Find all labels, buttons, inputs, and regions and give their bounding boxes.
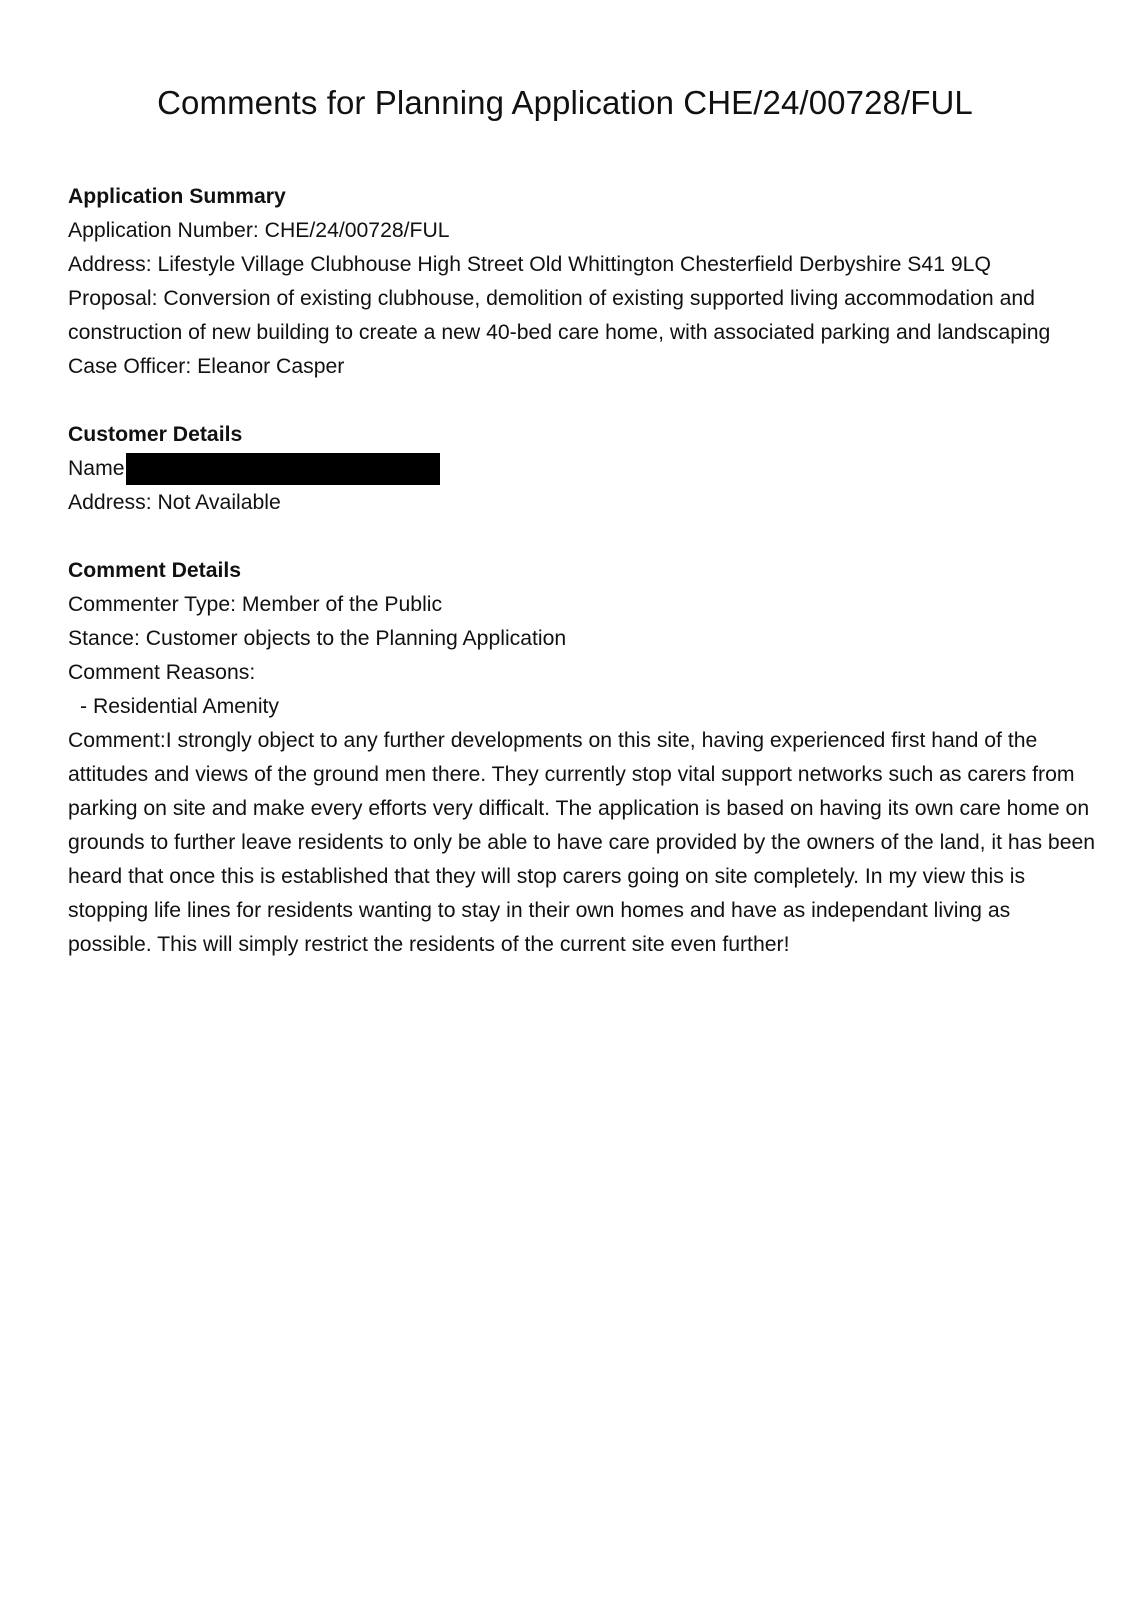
customer-name-row [68, 452, 1098, 486]
application-summary-heading: Application Summary [68, 185, 286, 208]
comment-stance: Stance: Customer objects to the Planning Application [68, 627, 567, 650]
application-address: Address: Lifestyle Village Clubhouse High Street Old Whittington Chesterfield Derbyshire S41 9LQ [68, 253, 991, 276]
comment-details-heading: Comment Details [68, 559, 242, 582]
customer-details-section [68, 418, 1098, 520]
customer-details-heading: Customer Details [68, 423, 243, 446]
page-title: Comments for Planning Application CHE/24/00728/FUL [157, 84, 973, 121]
application-proposal: Proposal: Conversion of existing clubhouse, demolition of existing supported living accommodation and construction of new building to create a new 40-bed care home, with associated parking and landscaping [68, 287, 1051, 344]
commenter-type: Commenter Type: Member of the Public [68, 593, 443, 616]
application-summary-section [68, 180, 1098, 384]
comment-reason-item: - Residential Amenity [80, 695, 280, 718]
case-officer: Case Officer: Eleanor Casper [68, 355, 345, 378]
comment-text: Comment:I strongly object to any further developments on this site, having experienced first hand of the attitudes and views of the ground men there. They currently stop vital support networks such as carers from parking on site and make every efforts very difficalt. The application is based on having its own care home on grounds to further leave residents to only be able to have care provided by the owners of the land, it has been heard that once this is established that they will stop carers going on site completely. In my view this is stopping life lines for residents wanting to stay in their own homes and have as independant living as possible. This will simply restrict the residents of the current site even further! [68, 729, 1096, 956]
customer-name-label: Name [68, 457, 125, 480]
comment-details-section [68, 554, 1098, 962]
customer-address: Address: Not Available [68, 491, 281, 514]
comment-reasons-label: Comment Reasons: [68, 661, 256, 684]
application-number: Application Number: CHE/24/00728/FUL [68, 219, 450, 242]
name-redaction-block [126, 453, 440, 485]
document-body [68, 180, 1098, 996]
